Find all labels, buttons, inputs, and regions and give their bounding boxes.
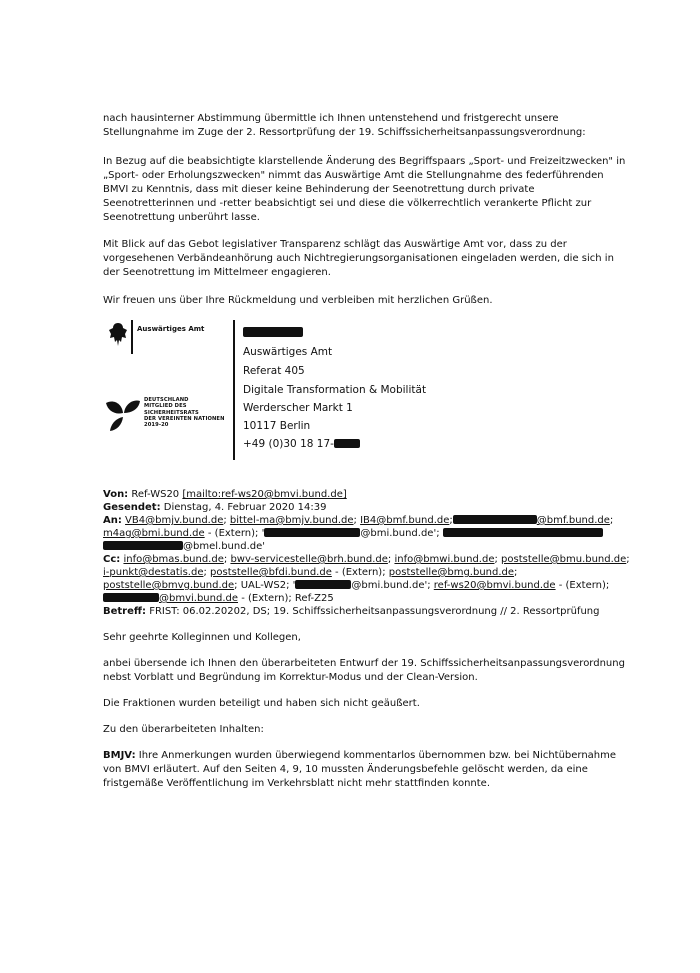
logo-label: Auswärtiges Amt <box>137 325 205 333</box>
un-security-council-leaf-icon <box>103 395 143 435</box>
from-mailto-link[interactable]: [mailto:ref-ws20@bmvi.bund.de] <box>182 489 347 500</box>
intro-paragraph: nach hausinterner Abstimmung übermittle ich Ihnen untenstehend und fristgerecht unsere Stellungnahme im Zuge der 2. Ressortprüfung der 19. Schiffssicherheitsanpassungsverordnung: <box>103 113 586 138</box>
cc-address[interactable]: info@bmas.bund.de <box>123 554 224 565</box>
redacted-address <box>103 593 159 602</box>
sig-street: Werderscher Markt 1 <box>243 402 353 414</box>
cc-address[interactable]: bwv-servicestelle@brh.bund.de <box>230 554 388 565</box>
sig-department: Digitale Transformation & Mobilität <box>243 384 427 396</box>
cc-address[interactable]: poststelle@bmvg.bund.de <box>103 580 235 591</box>
cc-address[interactable]: poststelle@bfdi.bund.de <box>210 567 332 578</box>
mail-to-line-1: An: VB4@bmjv.bund.de; bittel-ma@bmjv.bund.de; IB4@bmf.bund.de; @bmf.bund.de; <box>103 515 614 526</box>
to-address[interactable]: IB4@bmf.bund.de <box>360 515 450 526</box>
mail-body-paragraph-4: BMJV: Ihre Anmerkungen wurden überwiegend kommentarlos übernommen bzw. bei Nichtübernahme von BMVI erläutert. Auf den Seiten 4, 9, 10 mussten Änderungsbefehle gelöscht werden, da eine fristgemäße Veröffentlichung im Verkehrsblatt nicht mehr stattfinden konnte. <box>103 750 617 789</box>
mail-body-paragraph-1: anbei übersende ich Ihnen den überarbeiteten Entwurf der 19. Schiffssicherheitsanpassungsverordnung nebst Vorblatt und Begründung im Korrektur-Modus und der Clean-Version. <box>103 658 625 683</box>
logo-divider <box>131 320 133 354</box>
redacted-address <box>453 515 537 524</box>
cc-address[interactable]: i-punkt@destatis.de <box>103 567 204 578</box>
mail-to-line-3: @bmel.bund.de' <box>103 540 265 553</box>
statement-paragraph: In Bezug auf die beabsichtigte klarstellende Änderung des Begriffspaars „Sport- und Freizeitzwecken" in „Sport- oder Erholungszwecken" nimmt das Auswärtige Amt die Stellungnahme des federführenden BMVI zu Kenntnis, dass mit dieser keine Behinderung der Seenotrettung durch private Seenotretterinnen und -retter beabsichtigt sei und diese die völkerrechtlich verankerte Pflicht zur Seenotrettung unberührt lasse. <box>103 156 626 223</box>
mail-subject: Betreff: FRIST: 06.02.20202, DS; 19. Schiffssicherheitsanpassungsverordnung // 2. Ressortprüfung <box>103 606 600 617</box>
to-address[interactable]: @bmf.bund.de <box>536 515 610 526</box>
to-address[interactable]: VB4@bmjv.bund.de <box>125 515 224 526</box>
cc-address[interactable]: @bmvi.bund.de <box>159 593 239 604</box>
mail-cc-line-1: Cc: info@bmas.bund.de; bwv-servicestelle@brh.bund.de; info@bmwi.bund.de; poststelle@bmu.bund.de; <box>103 554 630 565</box>
federal-eagle-icon <box>107 320 129 350</box>
mail-to-line-2: m4ag@bmi.bund.de - (Extern); ' @bmi.bund.de'; <box>103 527 603 540</box>
redacted-extension <box>334 439 360 448</box>
mail-body-paragraph-2: Die Fraktionen wurden beteiligt und haben sich nicht geäußert. <box>103 698 420 709</box>
mail-sent: Gesendet: Dienstag, 4. Februar 2020 14:39 <box>103 502 327 513</box>
redacted-address <box>295 580 351 589</box>
mail-cc-line-2: i-punkt@destatis.de; poststelle@bfdi.bund.de - (Extern); poststelle@bmg.bund.de; <box>103 567 518 578</box>
council-membership-text: DEUTSCHLAND MITGLIED DES SICHERHEITSRATS DER VEREINTEN NATIONEN 2019-20 <box>144 397 225 429</box>
to-address[interactable]: m4ag@bmi.bund.de <box>103 528 205 539</box>
closing-line: Wir freuen uns über Ihre Rückmeldung und verbleiben mit herzlichen Grüßen. <box>103 295 493 306</box>
mail-from: Von: Ref-WS20 [mailto:ref-ws20@bmvi.bund.de] <box>103 489 347 500</box>
sig-city: 10117 Berlin <box>243 420 311 432</box>
cc-address[interactable]: info@bmwi.bund.de <box>394 554 495 565</box>
redacted-address <box>103 541 183 550</box>
sig-org: Auswärtiges Amt <box>243 346 333 358</box>
signature-divider <box>233 320 235 460</box>
cc-address[interactable]: ref-ws20@bmvi.bund.de <box>433 580 556 591</box>
redacted-address <box>443 528 603 537</box>
proposal-paragraph: Mit Blick auf das Gebot legislativer Transparenz schlägt das Auswärtige Amt vor, dass zu der vorgesehenen Verbändeanhörung auch Nichtregierungsorganisationen eingeladen werden, die sich in der Seenotrettung im Mittelmeer engagieren. <box>103 239 614 278</box>
to-address[interactable]: bittel-ma@bmjv.bund.de <box>229 515 354 526</box>
cc-address[interactable]: poststelle@bmu.bund.de <box>501 554 627 565</box>
sig-phone: +49 (0)30 18 17- <box>243 437 360 451</box>
redacted-name <box>243 327 303 337</box>
redacted-address <box>264 528 360 537</box>
mail-cc-line-3: poststelle@bmvg.bund.de; UAL-WS2; ' @bmi.bund.de'; ref-ws20@bmvi.bund.de - (Extern); <box>103 580 610 591</box>
mail-body-paragraph-3: Zu den überarbeiteten Inhalten: <box>103 724 264 735</box>
mail-salutation: Sehr geehrte Kolleginnen und Kollegen, <box>103 632 301 643</box>
cc-address[interactable]: poststelle@bmg.bund.de <box>388 567 515 578</box>
sig-unit: Referat 405 <box>243 365 305 377</box>
mail-cc-line-4: @bmvi.bund.de - (Extern); Ref-Z25 <box>103 592 334 605</box>
